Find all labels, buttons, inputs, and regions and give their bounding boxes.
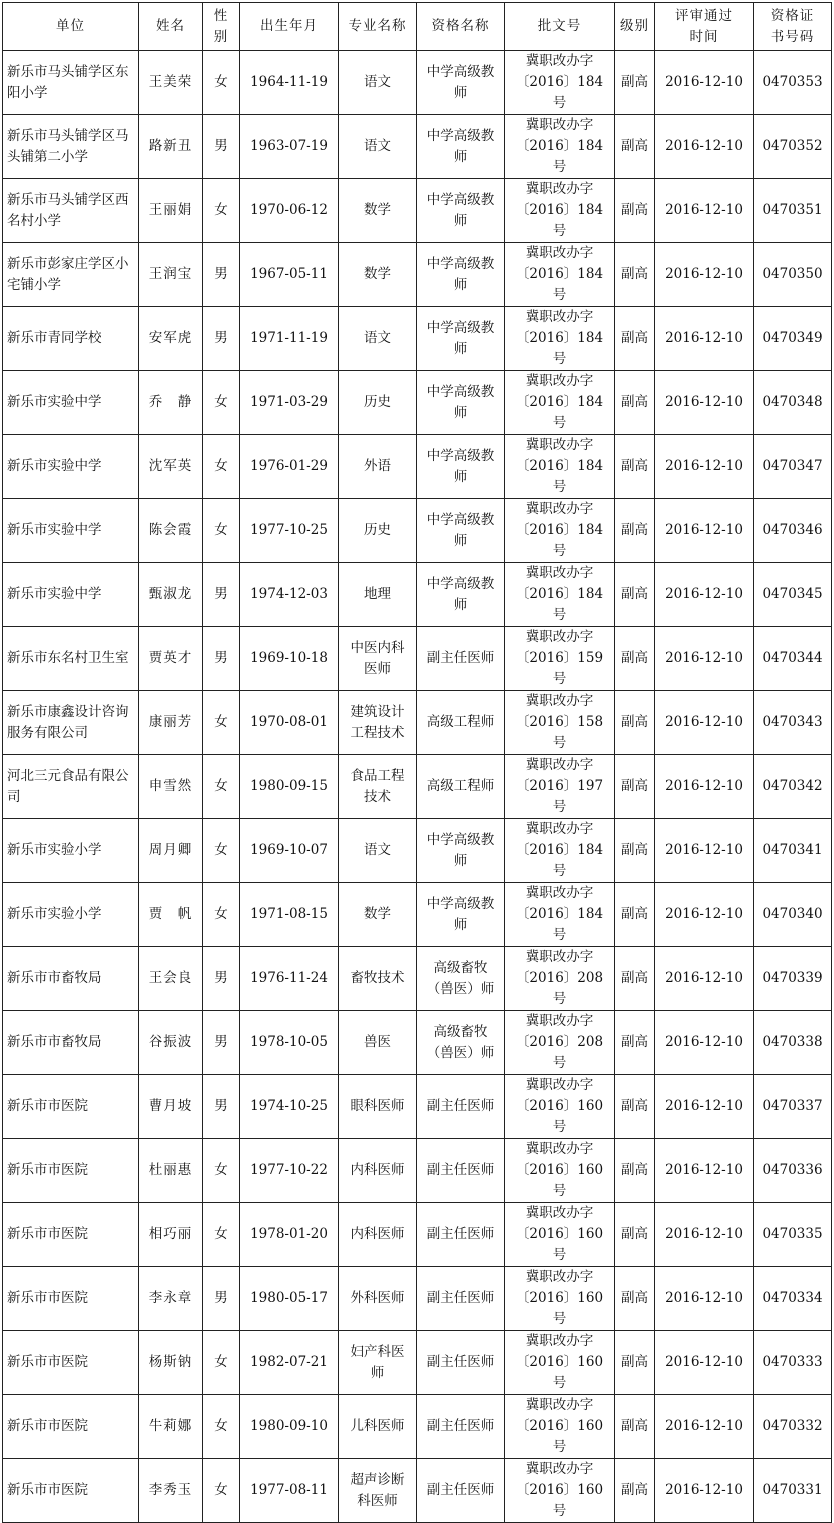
cell-qualification: 中学高级教师 <box>417 115 505 179</box>
cell-qualification: 副主任医师 <box>417 1331 505 1395</box>
cell-qualification: 副主任医师 <box>417 627 505 691</box>
cell-unit: 新乐市实验小学 <box>3 883 139 947</box>
cell-cert: 0470334 <box>754 1267 832 1331</box>
table-row <box>3 243 832 307</box>
cell-birth: 1977-08-11 <box>240 1459 339 1523</box>
header-major: 专业名称 <box>339 3 417 51</box>
cell-major: 建筑设计工程技术 <box>339 691 417 755</box>
cell-doc: 冀职改办字〔2016〕160 号 <box>505 1395 615 1459</box>
cell-major: 数学 <box>339 179 417 243</box>
cell-birth: 1971-03-29 <box>240 371 339 435</box>
cell-name: 相巧丽 <box>139 1203 203 1267</box>
cell-date: 2016-12-10 <box>655 435 754 499</box>
cell-birth: 1963-07-19 <box>240 115 339 179</box>
cell-qualification: 中学高级教师 <box>417 499 505 563</box>
cell-major: 历史 <box>339 499 417 563</box>
cell-qualification: 副主任医师 <box>417 1075 505 1139</box>
header-birth: 出生年月 <box>240 3 339 51</box>
cell-major: 语文 <box>339 819 417 883</box>
cell-birth: 1974-10-25 <box>240 1075 339 1139</box>
cell-gender: 女 <box>203 819 240 883</box>
cell-level: 副高 <box>615 691 655 755</box>
table-row <box>3 563 832 627</box>
cell-date: 2016-12-10 <box>655 947 754 1011</box>
table-row <box>3 499 832 563</box>
cell-name: 李秀玉 <box>139 1459 203 1523</box>
cell-unit: 新乐市市畜牧局 <box>3 947 139 1011</box>
cell-unit: 新乐市市畜牧局 <box>3 1011 139 1075</box>
cell-date: 2016-12-10 <box>655 307 754 371</box>
cell-birth: 1969-10-18 <box>240 627 339 691</box>
cell-level: 副高 <box>615 627 655 691</box>
cell-birth: 1964-11-19 <box>240 51 339 115</box>
cell-doc: 冀职改办字〔2016〕160 号 <box>505 1331 615 1395</box>
table-row <box>3 115 832 179</box>
cell-doc: 冀职改办字〔2016〕160 号 <box>505 1075 615 1139</box>
cell-qualification: 高级畜牧（兽医）师 <box>417 947 505 1011</box>
cell-date: 2016-12-10 <box>655 627 754 691</box>
cell-name: 贾英才 <box>139 627 203 691</box>
cell-level: 副高 <box>615 1331 655 1395</box>
cell-gender: 女 <box>203 179 240 243</box>
cell-unit: 新乐市彭家庄学区小宅铺小学 <box>3 243 139 307</box>
cell-birth: 1971-08-15 <box>240 883 339 947</box>
cell-level: 副高 <box>615 1203 655 1267</box>
cell-cert: 0470337 <box>754 1075 832 1139</box>
cell-date: 2016-12-10 <box>655 1075 754 1139</box>
cell-cert: 0470332 <box>754 1395 832 1459</box>
cell-cert: 0470342 <box>754 755 832 819</box>
cell-date: 2016-12-10 <box>655 243 754 307</box>
cell-unit: 新乐市市医院 <box>3 1139 139 1203</box>
cell-date: 2016-12-10 <box>655 115 754 179</box>
cell-cert: 0470348 <box>754 371 832 435</box>
cell-doc: 冀职改办字〔2016〕208 号 <box>505 1011 615 1075</box>
cell-name: 杨斯钠 <box>139 1331 203 1395</box>
cell-name: 曹月坡 <box>139 1075 203 1139</box>
cell-cert: 0470341 <box>754 819 832 883</box>
cell-major: 儿科医师 <box>339 1395 417 1459</box>
cell-birth: 1980-05-17 <box>240 1267 339 1331</box>
cell-doc: 冀职改办字〔2016〕184 号 <box>505 179 615 243</box>
cell-doc: 冀职改办字〔2016〕197 号 <box>505 755 615 819</box>
cell-date: 2016-12-10 <box>655 51 754 115</box>
cell-birth: 1976-01-29 <box>240 435 339 499</box>
cell-gender: 女 <box>203 1395 240 1459</box>
cell-gender: 女 <box>203 1331 240 1395</box>
cell-birth: 1980-09-10 <box>240 1395 339 1459</box>
table-row <box>3 1395 832 1459</box>
cell-gender: 男 <box>203 947 240 1011</box>
cell-qualification: 副主任医师 <box>417 1395 505 1459</box>
cell-qualification: 中学高级教师 <box>417 371 505 435</box>
cell-gender: 女 <box>203 499 240 563</box>
cell-unit: 新乐市市医院 <box>3 1203 139 1267</box>
cell-doc: 冀职改办字〔2016〕184 号 <box>505 307 615 371</box>
cell-unit: 新乐市实验中学 <box>3 563 139 627</box>
cell-name: 乔 静 <box>139 371 203 435</box>
cell-date: 2016-12-10 <box>655 1203 754 1267</box>
cell-major: 畜牧技术 <box>339 947 417 1011</box>
cell-gender: 男 <box>203 1075 240 1139</box>
table-row <box>3 1011 832 1075</box>
cell-qualification: 中学高级教师 <box>417 819 505 883</box>
cell-birth: 1982-07-21 <box>240 1331 339 1395</box>
cell-unit: 新乐市市医院 <box>3 1331 139 1395</box>
cell-cert: 0470346 <box>754 499 832 563</box>
cell-doc: 冀职改办字〔2016〕208 号 <box>505 947 615 1011</box>
cell-cert: 0470351 <box>754 179 832 243</box>
cell-qualification: 中学高级教师 <box>417 563 505 627</box>
table-row <box>3 371 832 435</box>
cell-gender: 女 <box>203 1459 240 1523</box>
cell-unit: 新乐市东名村卫生室 <box>3 627 139 691</box>
cell-major: 兽医 <box>339 1011 417 1075</box>
cell-birth: 1971-11-19 <box>240 307 339 371</box>
cell-unit: 新乐市市医院 <box>3 1395 139 1459</box>
cell-level: 副高 <box>615 435 655 499</box>
cell-date: 2016-12-10 <box>655 883 754 947</box>
cell-doc: 冀职改办字〔2016〕160 号 <box>505 1267 615 1331</box>
cell-birth: 1978-10-05 <box>240 1011 339 1075</box>
cell-birth: 1970-08-01 <box>240 691 339 755</box>
table-row <box>3 179 832 243</box>
cell-birth: 1970-06-12 <box>240 179 339 243</box>
cell-qualification: 副主任医师 <box>417 1139 505 1203</box>
header-level: 级别 <box>615 3 655 51</box>
cell-birth: 1978-01-20 <box>240 1203 339 1267</box>
cell-level: 副高 <box>615 1075 655 1139</box>
cell-date: 2016-12-10 <box>655 755 754 819</box>
cell-unit: 新乐市实验中学 <box>3 371 139 435</box>
cell-cert: 0470336 <box>754 1139 832 1203</box>
cell-date: 2016-12-10 <box>655 1459 754 1523</box>
cell-doc: 冀职改办字〔2016〕160 号 <box>505 1139 615 1203</box>
cell-cert: 0470338 <box>754 1011 832 1075</box>
cell-name: 谷振波 <box>139 1011 203 1075</box>
table-row <box>3 435 832 499</box>
cell-gender: 男 <box>203 115 240 179</box>
cell-unit: 新乐市马头铺学区东阳小学 <box>3 51 139 115</box>
cell-level: 副高 <box>615 947 655 1011</box>
table-row <box>3 1075 832 1139</box>
table-body <box>3 51 832 1523</box>
cell-unit: 新乐市市医院 <box>3 1267 139 1331</box>
cell-date: 2016-12-10 <box>655 371 754 435</box>
cell-level: 副高 <box>615 179 655 243</box>
cell-level: 副高 <box>615 819 655 883</box>
cell-unit: 新乐市青同学校 <box>3 307 139 371</box>
table-row <box>3 819 832 883</box>
cell-major: 眼科医师 <box>339 1075 417 1139</box>
header-doc: 批文号 <box>505 3 615 51</box>
table-row <box>3 1331 832 1395</box>
cell-qualification: 中学高级教师 <box>417 243 505 307</box>
cell-qualification: 中学高级教师 <box>417 51 505 115</box>
cell-doc: 冀职改办字〔2016〕184 号 <box>505 371 615 435</box>
cell-cert: 0470335 <box>754 1203 832 1267</box>
cell-name: 路新丑 <box>139 115 203 179</box>
cell-unit: 新乐市市医院 <box>3 1075 139 1139</box>
table-row <box>3 755 832 819</box>
cell-level: 副高 <box>615 1395 655 1459</box>
cell-name: 沈军英 <box>139 435 203 499</box>
cell-doc: 冀职改办字〔2016〕184 号 <box>505 115 615 179</box>
table-row <box>3 1267 832 1331</box>
cell-gender: 女 <box>203 755 240 819</box>
cell-level: 副高 <box>615 371 655 435</box>
cell-level: 副高 <box>615 243 655 307</box>
cell-qualification: 副主任医师 <box>417 1203 505 1267</box>
cell-cert: 0470333 <box>754 1331 832 1395</box>
header-qualification: 资格名称 <box>417 3 505 51</box>
cell-qualification: 高级工程师 <box>417 755 505 819</box>
header-row <box>3 3 832 51</box>
cell-date: 2016-12-10 <box>655 819 754 883</box>
cell-gender: 男 <box>203 563 240 627</box>
cell-unit: 新乐市马头铺学区马头铺第二小学 <box>3 115 139 179</box>
cell-major: 语文 <box>339 307 417 371</box>
cell-doc: 冀职改办字〔2016〕184 号 <box>505 243 615 307</box>
cell-level: 副高 <box>615 307 655 371</box>
cell-date: 2016-12-10 <box>655 563 754 627</box>
table-row <box>3 307 832 371</box>
cell-level: 副高 <box>615 1139 655 1203</box>
cell-cert: 0470339 <box>754 947 832 1011</box>
cell-cert: 0470345 <box>754 563 832 627</box>
cell-gender: 女 <box>203 691 240 755</box>
cell-date: 2016-12-10 <box>655 1011 754 1075</box>
cell-date: 2016-12-10 <box>655 499 754 563</box>
cell-doc: 冀职改办字〔2016〕184 号 <box>505 435 615 499</box>
cell-cert: 0470343 <box>754 691 832 755</box>
cell-major: 历史 <box>339 371 417 435</box>
cell-birth: 1977-10-22 <box>240 1139 339 1203</box>
table-row <box>3 691 832 755</box>
table-row <box>3 1139 832 1203</box>
cell-qualification: 中学高级教师 <box>417 435 505 499</box>
cell-birth: 1969-10-07 <box>240 819 339 883</box>
cell-qualification: 中学高级教师 <box>417 179 505 243</box>
header-gender: 性别 <box>203 3 240 51</box>
cell-doc: 冀职改办字〔2016〕184 号 <box>505 819 615 883</box>
cell-qualification: 中学高级教师 <box>417 307 505 371</box>
header-cert: 资格证书号码 <box>754 3 832 51</box>
table-row <box>3 1203 832 1267</box>
cell-gender: 女 <box>203 1203 240 1267</box>
cell-unit: 新乐市马头铺学区西名村小学 <box>3 179 139 243</box>
cell-gender: 男 <box>203 627 240 691</box>
cell-level: 副高 <box>615 1011 655 1075</box>
cell-birth: 1974-12-03 <box>240 563 339 627</box>
cell-level: 副高 <box>615 563 655 627</box>
cell-cert: 0470349 <box>754 307 832 371</box>
cell-gender: 男 <box>203 307 240 371</box>
cell-level: 副高 <box>615 883 655 947</box>
cell-doc: 冀职改办字〔2016〕184 号 <box>505 51 615 115</box>
cell-doc: 冀职改办字〔2016〕184 号 <box>505 563 615 627</box>
cell-major: 外科医师 <box>339 1267 417 1331</box>
cell-cert: 0470350 <box>754 243 832 307</box>
cell-birth: 1980-09-15 <box>240 755 339 819</box>
cell-doc: 冀职改办字〔2016〕160 号 <box>505 1459 615 1523</box>
cell-gender: 男 <box>203 1267 240 1331</box>
cell-name: 牛莉娜 <box>139 1395 203 1459</box>
cell-major: 语文 <box>339 51 417 115</box>
table-row <box>3 51 832 115</box>
table-row <box>3 883 832 947</box>
table-row <box>3 947 832 1011</box>
cell-name: 杜丽惠 <box>139 1139 203 1203</box>
cell-unit: 新乐市康鑫设计咨询服务有限公司 <box>3 691 139 755</box>
cell-level: 副高 <box>615 1267 655 1331</box>
cell-name: 安军虎 <box>139 307 203 371</box>
cell-cert: 0470344 <box>754 627 832 691</box>
cell-cert: 0470340 <box>754 883 832 947</box>
cell-name: 甄淑龙 <box>139 563 203 627</box>
cell-qualification: 副主任医师 <box>417 1267 505 1331</box>
cell-doc: 冀职改办字〔2016〕160 号 <box>505 1203 615 1267</box>
cell-level: 副高 <box>615 499 655 563</box>
cell-date: 2016-12-10 <box>655 1267 754 1331</box>
cell-major: 内科医师 <box>339 1139 417 1203</box>
cell-doc: 冀职改办字〔2016〕159 号 <box>505 627 615 691</box>
header-unit: 单位 <box>3 3 139 51</box>
cell-doc: 冀职改办字〔2016〕184 号 <box>505 883 615 947</box>
cell-name: 贾 帆 <box>139 883 203 947</box>
cell-name: 周月卿 <box>139 819 203 883</box>
cell-gender: 女 <box>203 51 240 115</box>
header-date: 评审通过时间 <box>655 3 754 51</box>
cell-name: 王会良 <box>139 947 203 1011</box>
cell-date: 2016-12-10 <box>655 1139 754 1203</box>
cell-major: 外语 <box>339 435 417 499</box>
cell-major: 妇产科医师 <box>339 1331 417 1395</box>
cell-qualification: 副主任医师 <box>417 1459 505 1523</box>
cell-name: 陈会霞 <box>139 499 203 563</box>
cell-qualification: 高级畜牧（兽医）师 <box>417 1011 505 1075</box>
cell-gender: 女 <box>203 435 240 499</box>
cell-name: 李永章 <box>139 1267 203 1331</box>
cell-cert: 0470352 <box>754 115 832 179</box>
cell-gender: 男 <box>203 1011 240 1075</box>
cell-birth: 1976-11-24 <box>240 947 339 1011</box>
cell-cert: 0470347 <box>754 435 832 499</box>
cell-birth: 1977-10-25 <box>240 499 339 563</box>
cell-date: 2016-12-10 <box>655 179 754 243</box>
table-row <box>3 627 832 691</box>
cell-level: 副高 <box>615 115 655 179</box>
cell-major: 食品工程技术 <box>339 755 417 819</box>
cell-gender: 女 <box>203 883 240 947</box>
cell-major: 超声诊断科医师 <box>339 1459 417 1523</box>
cell-doc: 冀职改办字〔2016〕158 号 <box>505 691 615 755</box>
cell-level: 副高 <box>615 1459 655 1523</box>
cell-date: 2016-12-10 <box>655 1331 754 1395</box>
cell-name: 王润宝 <box>139 243 203 307</box>
cell-date: 2016-12-10 <box>655 1395 754 1459</box>
cell-major: 内科医师 <box>339 1203 417 1267</box>
cell-gender: 男 <box>203 243 240 307</box>
cell-major: 语文 <box>339 115 417 179</box>
cell-name: 王美荣 <box>139 51 203 115</box>
cell-name: 申雪然 <box>139 755 203 819</box>
cell-birth: 1967-05-11 <box>240 243 339 307</box>
cell-gender: 女 <box>203 371 240 435</box>
cell-cert: 0470331 <box>754 1459 832 1523</box>
cell-doc: 冀职改办字〔2016〕184 号 <box>505 499 615 563</box>
table-row <box>3 1459 832 1523</box>
header-name: 姓名 <box>139 3 203 51</box>
cell-unit: 新乐市市医院 <box>3 1459 139 1523</box>
cell-major: 数学 <box>339 243 417 307</box>
cell-major: 中医内科医师 <box>339 627 417 691</box>
cell-cert: 0470353 <box>754 51 832 115</box>
cell-level: 副高 <box>615 755 655 819</box>
cell-unit: 河北三元食品有限公司 <box>3 755 139 819</box>
qualification-table <box>2 2 832 1523</box>
cell-qualification: 高级工程师 <box>417 691 505 755</box>
cell-unit: 新乐市实验中学 <box>3 499 139 563</box>
cell-major: 地理 <box>339 563 417 627</box>
cell-gender: 女 <box>203 1139 240 1203</box>
cell-name: 康丽芳 <box>139 691 203 755</box>
cell-unit: 新乐市实验中学 <box>3 435 139 499</box>
cell-unit: 新乐市实验小学 <box>3 819 139 883</box>
cell-major: 数学 <box>339 883 417 947</box>
cell-level: 副高 <box>615 51 655 115</box>
cell-qualification: 中学高级教师 <box>417 883 505 947</box>
cell-name: 王丽娟 <box>139 179 203 243</box>
cell-date: 2016-12-10 <box>655 691 754 755</box>
